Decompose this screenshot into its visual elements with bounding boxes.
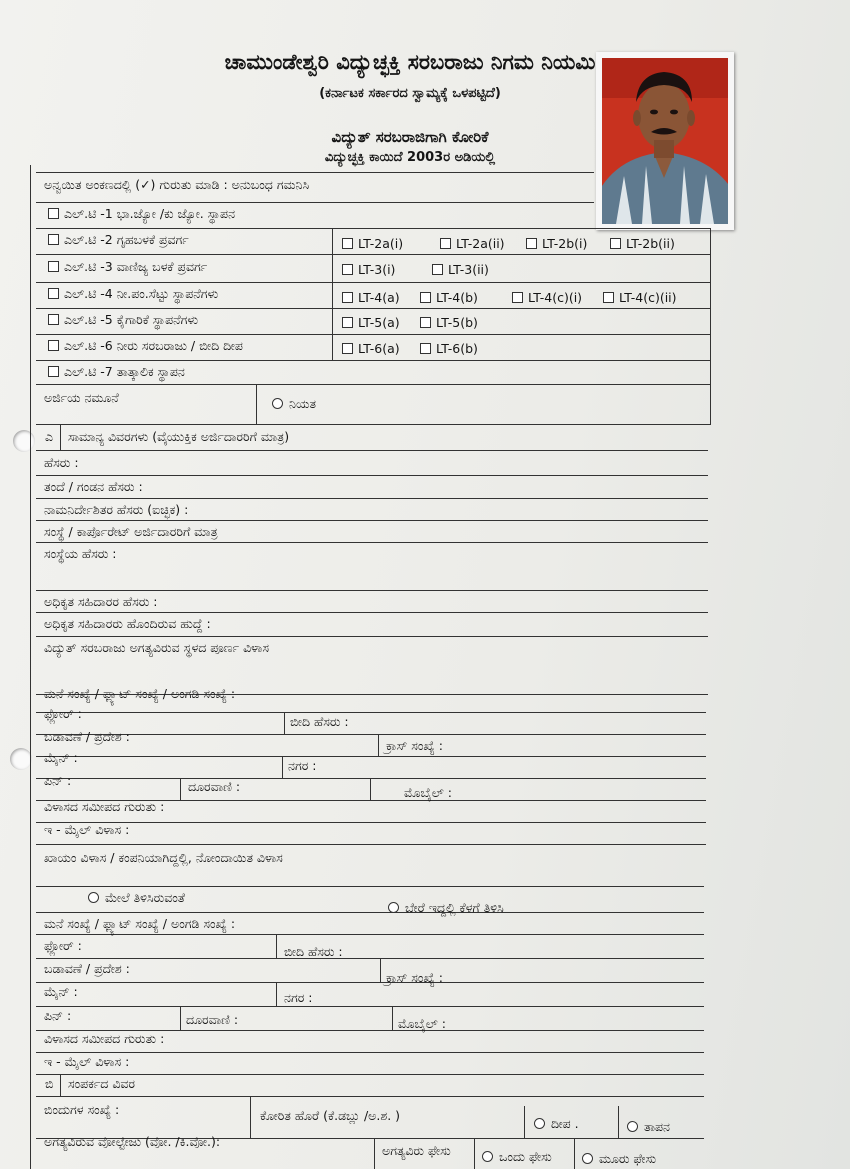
cross-label: ಕ್ರಾಸ್ ಸಂಖ್ಯೆ :	[386, 738, 443, 753]
house-number-label: ಮನೆ ಸಂಖ್ಯೆ / ಫ್ಲ್ಯಾಟ್ ಸಂಖ್ಯೆ / ಅಂಗಡಿ ಸಂಖ್ಯೆ :	[44, 686, 236, 701]
lighting-radio[interactable]: ದೀಪ .	[534, 1116, 579, 1132]
section-b-title: ಸಂಪರ್ಕದ ವಿವರ	[68, 1076, 136, 1091]
tariff-checkbox-lt1[interactable]: ಎಲ್.ಟಿ -1 ಭಾ.ಜ್ಯೋ /ಕು ಜ್ಯೋ. ಸ್ಥಾಪನ	[48, 206, 235, 222]
voltage-label: ಅಗತ್ಯವಿರುವ ವೋಲ್ಟೇಜು (ವೋ. /ಕಿ.ವೋ.):	[44, 1134, 221, 1149]
nominee-label: ನಾಮನಿರ್ದೇಶಿತರ ಹೆಸರು (ಐಚ್ಛಿಕ) :	[44, 502, 189, 517]
company-name: ಚಾಮುಂಡೇಶ್ವರಿ ವಿದ್ಯುಚ್ಛಕ್ತಿ ಸರಬರಾಜು ನಿಗಮ ನಿಯಮಿ	[224, 50, 596, 74]
heating-radio[interactable]: ತಾಪನ	[627, 1119, 670, 1135]
instruction-text: ಅನ್ವಯಿತ ಅಂಕಣದಲ್ಲಿ (✓) ಗುರುತು ಮಾಡಿ : ಅನುಬಂಧ ಗಮನಿಸಿ	[44, 177, 310, 192]
perm-city-label: ನಗರ :	[284, 990, 313, 1005]
subcat-lt2bii[interactable]: LT-2b(ii)	[610, 236, 675, 252]
permanent-address-heading: ಖಾಯಂ ವಿಳಾಸ / ಕಂಪನಿಯಾಗಿದ್ದಲ್ಲಿ, ನೋಂದಾಯಿತ ವಿಳಾಸ	[44, 850, 283, 865]
subcat-lt3i[interactable]: LT-3(i)	[342, 262, 395, 278]
different-address-radio[interactable]: ಬೇರೆ ಇದ್ದಲ್ಲಿ ಕೆಳಗೆ ತಿಳಿಸಿ	[388, 900, 504, 916]
section-a-title: ಸಾಮಾನ್ಯ ವಿವರಗಳು (ವೈಯುಕ್ತಿಕ ಅರ್ಜಿದಾರರಿಗೆ ಮಾತ್ರ)	[68, 429, 290, 444]
form-title: ವಿದ್ಯುತ್ ಸರಬರಾಜಿಗಾಗಿ ಕೋರಿಕೆ	[331, 128, 489, 146]
supply-address-heading: ವಿದ್ಯುತ್ ಸರಬರಾಜು ಅಗತ್ಯವಿರುವ ಸ್ಥಳದ ಪೂರ್ಣ ವಿಳಾಸ	[44, 640, 269, 655]
perm-house-number-label: ಮನೆ ಸಂಖ್ಯೆ / ಫ್ಲ್ಯಾಟ್ ಸಂಖ್ಯೆ / ಅಂಗಡಿ ಸಂಖ್ಯೆ :	[44, 916, 236, 931]
phone-label: ದೂರವಾಣಿ :	[188, 779, 241, 794]
tariff-checkbox-lt7[interactable]: ಎಲ್.ಟಿ -7 ತಾತ್ಕಾಲಿಕ ಸ್ಥಾಪನ	[48, 364, 185, 380]
tariff-checkbox-lt4[interactable]: ಎಲ್.ಟಿ -4 ನೀ.ಪಂ.ಸೆಟ್ಟು ಸ್ಥಾಪನೆಗಳು	[48, 286, 218, 302]
subcat-lt2bi[interactable]: LT-2b(i)	[526, 236, 587, 252]
perm-phone-label: ದೂರವಾಣಿ :	[186, 1012, 239, 1027]
street-label: ಬೀದಿ ಹೆಸರು :	[290, 714, 349, 729]
subcat-lt4ci[interactable]: LT-4(c)(i)	[512, 290, 582, 306]
perm-mobile-label: ಮೊಬೈಲ್ :	[398, 1016, 446, 1031]
perm-landmark-label: ವಿಳಾಸದ ಸಮೀಪದ ಗುರುತು :	[44, 1031, 165, 1046]
father-name-label: ತಂದೆ / ಗಂಡನ ಹೆಸರು :	[44, 479, 143, 494]
perm-street-label: ಬೀದಿ ಹೆಸರು :	[284, 944, 343, 959]
three-phase-radio[interactable]: ಮೂರು ಫೇಸು	[582, 1151, 656, 1167]
points-count-label: ಬಿಂದುಗಳ ಸಂಖ್ಯೆ :	[44, 1102, 120, 1117]
area-label: ಬಡಾವಣೆ / ಪ್ರದೇಶ :	[44, 729, 130, 744]
single-phase-radio[interactable]: ಒಂದು ಫೇಸು	[482, 1149, 552, 1165]
name-field-label: ಹೆಸರು :	[44, 455, 79, 470]
perm-main-label: ಮೈನ್ :	[44, 984, 78, 999]
perm-area-label: ಬಡಾವಣೆ / ಪ್ರದೇಶ :	[44, 961, 130, 976]
pin-label: ಪಿನ್ :	[44, 773, 72, 788]
email-label: ಇ - ಮೈಲ್ ವಿಳಾಸ :	[44, 822, 130, 837]
floor-label: ಫ್ಲೋರ್ :	[44, 706, 82, 721]
subcat-lt6b[interactable]: LT-6(b)	[420, 341, 478, 357]
subcat-lt5a[interactable]: LT-5(a)	[342, 315, 400, 331]
city-label: ನಗರ :	[288, 758, 317, 773]
tariff-checkbox-lt5[interactable]: ಎಲ್.ಟಿ -5 ಕೈಗಾರಿಕೆ ಸ್ಥಾಪನೆಗಳು	[48, 312, 198, 328]
perm-floor-label: ಫ್ಲೋರ್ :	[44, 938, 82, 953]
subcat-lt5b[interactable]: LT-5(b)	[420, 315, 478, 331]
auth-signatory-name-label: ಅಧಿಕೃತ ಸಹಿದಾರರ ಹೆಸರು :	[44, 594, 158, 609]
subcat-lt6a[interactable]: LT-6(a)	[342, 341, 400, 357]
act-reference: ವಿದ್ಯುಚ್ಛಕ್ತಿ ಕಾಯಿದೆ 2003ರ ಅಡಿಯಲ್ಲಿ	[324, 150, 496, 165]
section-a-letter: ಎ	[45, 429, 54, 444]
subcat-lt4a[interactable]: LT-4(a)	[342, 290, 400, 306]
tariff-checkbox-lt3[interactable]: ಎಲ್.ಟಿ -3 ವಾಣಿಜ್ಯ ಬಳಕೆ ಪ್ರವರ್ಗ	[48, 259, 207, 275]
subcat-lt3ii[interactable]: LT-3(ii)	[432, 262, 489, 278]
tariff-checkbox-lt6[interactable]: ಎಲ್.ಟಿ -6 ನೀರು ಸರಬರಾಜು / ಬೀದಿ ದೀಪ	[48, 338, 243, 354]
corporate-heading: ಸಂಸ್ಥೆ / ಕಾರ್ಪೊರೇಟ್ ಅರ್ಜಿದಾರರಿಗೆ ಮಾತ್ರ	[44, 524, 218, 539]
auth-signatory-post-label: ಅಧಿಕೃತ ಸಹಿದಾರರು ಹೊಂದಿರುವ ಹುದ್ದೆ :	[44, 616, 211, 631]
application-type-permanent-radio[interactable]: ನಿಯತ	[272, 396, 316, 412]
perm-cross-label: ಕ್ರಾಸ್ ಸಂಖ್ಯೆ :	[386, 970, 443, 985]
subcat-lt4b[interactable]: LT-4(b)	[420, 290, 478, 306]
punch-hole	[10, 748, 32, 770]
perm-pin-label: ಪಿನ್ :	[44, 1008, 72, 1023]
org-name-label: ಸಂಸ್ಥೆಯ ಹೆಸರು :	[44, 546, 117, 561]
requested-load-label: ಕೋರಿತ ಹೊರೆ (ಕೆ.ಡಬ್ಲು /ಅ.ಶ. )	[260, 1108, 401, 1123]
subcat-lt2aii[interactable]: LT-2a(ii)	[440, 236, 505, 252]
ownership-note: (ಕರ್ನಾಟಕ ಸರ್ಕಾರದ ಸ್ವಾಮ್ಯಕ್ಕೆ ಒಳಪಟ್ಟಿದೆ)	[319, 86, 501, 101]
same-as-above-radio[interactable]: ಮೇಲೆ ತಿಳಿಸಿರುವಂತೆ	[88, 890, 185, 906]
landmark-label: ವಿಳಾಸದ ಸಮೀಪದ ಗುರುತು :	[44, 799, 165, 814]
tariff-checkbox-lt2[interactable]: ಎಲ್.ಟಿ -2 ಗೃಹಬಳಕೆ ಪ್ರವರ್ಗ	[48, 232, 189, 248]
mobile-label: ಮೊಬೈಲ್ :	[404, 785, 452, 800]
application-type-label: ಅರ್ಜಿಯ ನಮೂನೆ	[44, 390, 119, 405]
main-label: ಮೈನ್ :	[44, 750, 78, 765]
section-b-letter: ಬಿ	[45, 1076, 54, 1091]
subcat-lt2ai[interactable]: LT-2a(i)	[342, 236, 403, 252]
phase-label: ಅಗತ್ಯವಿರು ಫೇಸು	[382, 1143, 451, 1158]
perm-email-label: ಇ - ಮೈಲ್ ವಿಳಾಸ :	[44, 1054, 130, 1069]
subcat-lt4cii[interactable]: LT-4(c)(ii)	[603, 290, 677, 306]
